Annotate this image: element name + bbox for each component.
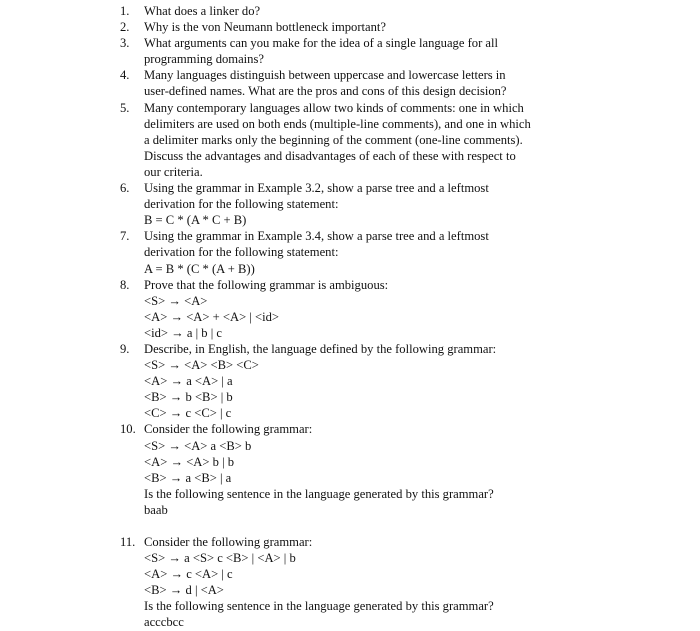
grammar-rule: <S> → <A> <B> <C> (144, 358, 259, 373)
text-line: Many contemporary languages allow two kinds of comments: one in which (144, 100, 524, 115)
text-line: What does a linker do? (144, 4, 261, 18)
question-4 (120, 67, 590, 99)
question-1 (120, 3, 590, 19)
question-number: 6. (120, 181, 130, 196)
text-line: Using the grammar in Example 3.4, show a parse tree and a leftmost (144, 229, 489, 244)
grammar-rule: <A> → <A> + <A> | <id> (144, 309, 280, 324)
sentence-line: baab (144, 502, 168, 517)
question-text (144, 341, 590, 421)
question-number: 8. (120, 277, 130, 292)
blank-gap (120, 518, 590, 534)
grammar-rule: <B> → b <B> | b (144, 390, 233, 405)
question-number: 2. (120, 20, 130, 35)
question-7 (120, 228, 590, 276)
grammar-rule: <C> → c <C> | c (144, 406, 232, 421)
grammar-rule: <A> → <A> b | b (144, 454, 235, 469)
question-text (144, 35, 590, 67)
question-text (144, 67, 590, 99)
question-number: 5. (120, 100, 130, 115)
text-line: Prove that the following grammar is ambiguous: (144, 277, 389, 292)
text-line: our criteria. (144, 164, 203, 179)
question-8 (120, 277, 590, 341)
question-number: 3. (120, 36, 130, 51)
text-line: programming domains? (144, 52, 264, 67)
question-text (144, 534, 590, 631)
question-text (144, 228, 590, 276)
text-line: Many languages distinguish between uppercase and lowercase letters in (144, 68, 506, 83)
question-text (144, 19, 590, 35)
text-line: user-defined names. What are the pros and cons of this design decision? (144, 84, 507, 99)
question-3 (120, 35, 590, 67)
statement-line: A = B * (C * (A + B)) (144, 261, 255, 276)
question-11 (120, 534, 590, 631)
text-line: Is the following sentence in the language generated by this grammar? (144, 599, 494, 614)
question-text (144, 421, 590, 518)
grammar-rule: <A> → a <A> | a (144, 374, 233, 389)
grammar-rule: <S> → a <S> c <B> | <A> | b (144, 551, 296, 566)
statement-line: B = C * (A * C + B) (144, 213, 247, 228)
grammar-rule: <A> → c <A> | c (144, 567, 233, 582)
text-line: Is the following sentence in the language generated by this grammar? (144, 486, 494, 501)
question-number: 4. (120, 68, 130, 83)
text-line: derivation for the following statement: (144, 245, 339, 260)
question-10 (120, 421, 590, 518)
text-line: Using the grammar in Example 3.2, show a parse tree and a leftmost (144, 181, 489, 196)
question-number: 10. (120, 422, 136, 437)
grammar-rule: <B> → d | <A> (144, 583, 224, 598)
question-6 (120, 180, 590, 228)
text-line: Discuss the advantages and disadvantages of each of these with respect to (144, 148, 516, 163)
question-5 (120, 100, 590, 180)
text-line: Why is the von Neumann bottleneck important? (144, 20, 387, 35)
text-line: Describe, in English, the language defined by the following grammar: (144, 341, 497, 356)
text-line: What arguments can you make for the idea of a single language for all (144, 36, 499, 51)
question-text (144, 100, 590, 180)
question-9 (120, 341, 590, 421)
text-line: derivation for the following statement: (144, 197, 339, 212)
question-number: 11. (120, 535, 136, 549)
question-text (144, 277, 590, 341)
question-text (144, 180, 590, 228)
question-number: 7. (120, 229, 130, 244)
grammar-rule: <S> → <A> (144, 293, 208, 308)
text-line: a delimiter marks only the beginning of the comment (one-line comments). (144, 132, 523, 147)
question-2 (120, 19, 590, 35)
text-line: delimiters are used on both ends (multiple-line comments), and one in which (144, 116, 531, 131)
sentence-line: acccbcc (144, 615, 184, 630)
grammar-rule: <S> → <A> a <B> b (144, 438, 252, 453)
question-text (144, 3, 590, 19)
question-number: 1. (120, 4, 130, 18)
grammar-rule: <id> → a | b | c (144, 325, 223, 340)
question-number: 9. (120, 341, 130, 356)
text-line: Consider the following grammar: (144, 535, 313, 549)
question-list (120, 3, 590, 631)
grammar-rule: <B> → a <B> | a (144, 470, 232, 485)
text-line: Consider the following grammar: (144, 422, 313, 437)
